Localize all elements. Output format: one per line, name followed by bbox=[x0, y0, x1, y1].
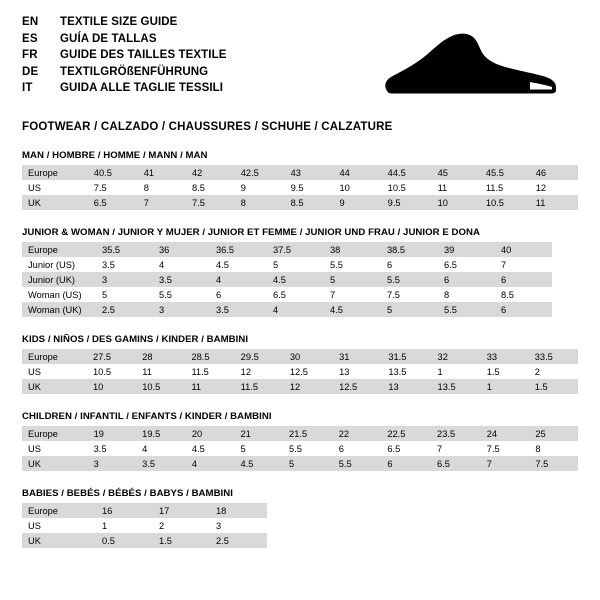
cell: 6 bbox=[381, 257, 438, 272]
language-title-list bbox=[22, 14, 227, 97]
table-row bbox=[22, 272, 552, 287]
cell: 16 bbox=[96, 503, 153, 518]
cell: 8 bbox=[138, 180, 186, 195]
cell: 46 bbox=[530, 165, 578, 180]
row-label: UK bbox=[22, 456, 88, 471]
cell: 19 bbox=[88, 426, 137, 441]
table-row bbox=[22, 180, 578, 195]
cell: 21.5 bbox=[283, 426, 333, 441]
cell: 9.5 bbox=[285, 180, 334, 195]
cell: 43 bbox=[285, 165, 334, 180]
cell: 5 bbox=[96, 287, 153, 302]
cell: 13.5 bbox=[382, 364, 431, 379]
language-title: GUIDE DES TAILLES TEXTILE bbox=[60, 49, 227, 61]
cell: 3.5 bbox=[88, 441, 137, 456]
dress-shoe-icon bbox=[380, 30, 560, 105]
cell: 4.5 bbox=[324, 302, 381, 317]
cell: 3.5 bbox=[210, 302, 267, 317]
cell: 1.5 bbox=[481, 364, 529, 379]
cell: 6 bbox=[210, 287, 267, 302]
cell: 12 bbox=[530, 180, 578, 195]
cell: 12.5 bbox=[284, 364, 333, 379]
language-title: TEXTILE SIZE GUIDE bbox=[60, 16, 178, 28]
group-title: CHILDREN / INFANTIL / ENFANTS / KINDER / BAMBINI bbox=[22, 411, 272, 422]
cell: 3 bbox=[210, 518, 267, 533]
footwear-section-title: FOOTWEAR / CALZADO / CHAUSSURES / SCHUHE / CALZATURE bbox=[22, 121, 393, 133]
cell: 7.5 bbox=[481, 441, 530, 456]
cell: 6 bbox=[495, 272, 552, 287]
cell: 12.5 bbox=[333, 379, 382, 394]
cell: 11 bbox=[185, 379, 234, 394]
language-code: IT bbox=[22, 82, 33, 94]
table-row bbox=[22, 379, 578, 394]
cell: 31.5 bbox=[382, 349, 431, 364]
cell: 5 bbox=[267, 257, 324, 272]
cell: 7 bbox=[481, 456, 530, 471]
cell: 2.5 bbox=[210, 533, 267, 548]
cell: 3 bbox=[153, 302, 210, 317]
cell: 4 bbox=[186, 456, 235, 471]
cell: 6.5 bbox=[267, 287, 324, 302]
cell: 8 bbox=[235, 195, 285, 210]
cell: 9.5 bbox=[382, 195, 432, 210]
group-title: KIDS / NIÑOS / DES GAMINS / KINDER / BAMBINI bbox=[22, 334, 249, 345]
cell: 5 bbox=[381, 302, 438, 317]
cell: 45.5 bbox=[480, 165, 530, 180]
cell: 7.5 bbox=[381, 287, 438, 302]
cell: 4 bbox=[267, 302, 324, 317]
cell: 4.5 bbox=[267, 272, 324, 287]
size-table-man bbox=[22, 165, 578, 210]
table-row bbox=[22, 426, 578, 441]
cell: 5 bbox=[324, 272, 381, 287]
cell: 7.5 bbox=[529, 456, 578, 471]
row-label: Europe bbox=[22, 426, 88, 441]
cell: 30 bbox=[284, 349, 333, 364]
cell: 6 bbox=[438, 272, 495, 287]
cell: 4 bbox=[153, 257, 210, 272]
row-label: Europe bbox=[22, 349, 87, 364]
cell: 3 bbox=[96, 272, 153, 287]
row-label: US bbox=[22, 364, 87, 379]
cell: 5.5 bbox=[324, 257, 381, 272]
size-group-babies bbox=[22, 488, 578, 548]
cell: 4.5 bbox=[234, 456, 283, 471]
cell: 6.5 bbox=[438, 257, 495, 272]
language-code: DE bbox=[22, 65, 39, 78]
table-row bbox=[22, 287, 552, 302]
cell: 5.5 bbox=[333, 456, 382, 471]
cell: 4.5 bbox=[210, 257, 267, 272]
cell: 27.5 bbox=[87, 349, 136, 364]
cell: 3 bbox=[88, 456, 137, 471]
cell: 5.5 bbox=[153, 287, 210, 302]
cell: 5 bbox=[283, 456, 333, 471]
cell: 28 bbox=[136, 349, 185, 364]
size-group-junior-woman bbox=[22, 227, 578, 317]
language-row bbox=[22, 64, 227, 81]
cell: 7 bbox=[431, 441, 481, 456]
cell: 10 bbox=[87, 379, 136, 394]
cell: 11.5 bbox=[185, 364, 234, 379]
cell: 39 bbox=[438, 242, 495, 257]
language-code: ES bbox=[22, 32, 38, 45]
cell: 11 bbox=[432, 180, 480, 195]
cell: 40.5 bbox=[88, 165, 138, 180]
cell: 1.5 bbox=[529, 379, 578, 394]
cell: 33 bbox=[481, 349, 529, 364]
table-row bbox=[22, 533, 267, 548]
table-row bbox=[22, 302, 552, 317]
cell: 10.5 bbox=[87, 364, 136, 379]
cell: 10 bbox=[432, 195, 480, 210]
cell: 10.5 bbox=[136, 379, 185, 394]
group-title: MAN / HOMBRE / HOMME / MANN / MAN bbox=[22, 150, 208, 161]
language-row bbox=[22, 14, 227, 31]
size-group-kids bbox=[22, 334, 578, 394]
cell: 8 bbox=[529, 441, 578, 456]
language-title: GUÍA DE TALLAS bbox=[60, 32, 157, 45]
cell: 36.5 bbox=[210, 242, 267, 257]
cell: 3.5 bbox=[96, 257, 153, 272]
cell: 10.5 bbox=[480, 195, 530, 210]
cell: 7 bbox=[495, 257, 552, 272]
row-label: US bbox=[22, 518, 96, 533]
table-row bbox=[22, 441, 578, 456]
cell: 6 bbox=[381, 456, 431, 471]
page-header bbox=[22, 14, 578, 105]
cell: 5.5 bbox=[381, 272, 438, 287]
size-group-children bbox=[22, 411, 578, 471]
cell: 19.5 bbox=[136, 426, 186, 441]
cell: 7.5 bbox=[88, 180, 138, 195]
language-code: EN bbox=[22, 16, 39, 28]
cell: 10 bbox=[333, 180, 381, 195]
cell: 11 bbox=[136, 364, 185, 379]
size-group-man bbox=[22, 150, 578, 210]
table-row bbox=[22, 165, 578, 180]
cell: 7 bbox=[324, 287, 381, 302]
cell: 7.5 bbox=[186, 195, 235, 210]
row-label: Europe bbox=[22, 242, 96, 257]
cell: 38.5 bbox=[381, 242, 438, 257]
row-label: UK bbox=[22, 533, 96, 548]
cell: 44.5 bbox=[382, 165, 432, 180]
cell: 6 bbox=[333, 441, 382, 456]
cell: 44 bbox=[333, 165, 381, 180]
cell: 31 bbox=[333, 349, 382, 364]
cell: 29.5 bbox=[235, 349, 284, 364]
cell: 13.5 bbox=[432, 379, 481, 394]
cell: 18 bbox=[210, 503, 267, 518]
language-code: FR bbox=[22, 49, 38, 61]
cell: 0.5 bbox=[96, 533, 153, 548]
cell: 4 bbox=[210, 272, 267, 287]
cell: 1 bbox=[432, 364, 481, 379]
cell: 11 bbox=[530, 195, 578, 210]
cell: 38 bbox=[324, 242, 381, 257]
table-row bbox=[22, 349, 578, 364]
cell: 6.5 bbox=[88, 195, 138, 210]
cell: 37.5 bbox=[267, 242, 324, 257]
cell: 2 bbox=[153, 518, 210, 533]
cell: 8.5 bbox=[285, 195, 334, 210]
row-label: US bbox=[22, 441, 88, 456]
row-label: Europe bbox=[22, 503, 96, 518]
cell: 10.5 bbox=[382, 180, 432, 195]
cell: 8.5 bbox=[495, 287, 552, 302]
cell: 9 bbox=[235, 180, 285, 195]
cell: 20 bbox=[186, 426, 235, 441]
size-table-children bbox=[22, 426, 578, 471]
cell: 3.5 bbox=[136, 456, 186, 471]
row-label: UK bbox=[22, 195, 88, 210]
cell: 45 bbox=[432, 165, 480, 180]
cell: 22 bbox=[333, 426, 382, 441]
cell: 3.5 bbox=[153, 272, 210, 287]
cell: 12 bbox=[235, 364, 284, 379]
cell: 35.5 bbox=[96, 242, 153, 257]
table-row bbox=[22, 364, 578, 379]
cell: 21 bbox=[234, 426, 283, 441]
cell: 5 bbox=[234, 441, 283, 456]
cell: 33.5 bbox=[529, 349, 578, 364]
cell: 11.5 bbox=[480, 180, 530, 195]
size-table-kids bbox=[22, 349, 578, 394]
group-title: JUNIOR & WOMAN / JUNIOR Y MUJER / JUNIOR ET FEMME / JUNIOR UND FRAU / JUNIOR E DONA bbox=[22, 227, 480, 238]
cell: 9 bbox=[333, 195, 381, 210]
cell: 25 bbox=[529, 426, 578, 441]
table-row bbox=[22, 195, 578, 210]
cell: 28.5 bbox=[185, 349, 234, 364]
cell: 22.5 bbox=[381, 426, 431, 441]
cell: 5.5 bbox=[438, 302, 495, 317]
row-label: US bbox=[22, 180, 88, 195]
cell: 17 bbox=[153, 503, 210, 518]
size-table-junior-woman bbox=[22, 242, 552, 317]
language-title: GUIDA ALLE TAGLIE TESSILI bbox=[60, 82, 224, 94]
table-row bbox=[22, 456, 578, 471]
cell: 24 bbox=[481, 426, 530, 441]
table-row bbox=[22, 242, 552, 257]
language-title: TEXTILGRÖßENFÜHRUNG bbox=[60, 65, 209, 78]
row-label: Woman (US) bbox=[22, 287, 96, 302]
table-row bbox=[22, 518, 267, 533]
cell: 42.5 bbox=[235, 165, 285, 180]
cell: 41 bbox=[138, 165, 186, 180]
row-label: UK bbox=[22, 379, 87, 394]
cell: 8 bbox=[438, 287, 495, 302]
size-table-babies bbox=[22, 503, 267, 548]
language-row bbox=[22, 47, 227, 64]
cell: 1 bbox=[96, 518, 153, 533]
cell: 23.5 bbox=[431, 426, 481, 441]
cell: 42 bbox=[186, 165, 235, 180]
cell: 11.5 bbox=[235, 379, 284, 394]
cell: 1 bbox=[481, 379, 529, 394]
cell: 5.5 bbox=[283, 441, 333, 456]
cell: 32 bbox=[432, 349, 481, 364]
language-row bbox=[22, 31, 227, 48]
row-label: Junior (US) bbox=[22, 257, 96, 272]
table-row bbox=[22, 257, 552, 272]
cell: 6.5 bbox=[381, 441, 431, 456]
cell: 40 bbox=[495, 242, 552, 257]
cell: 13 bbox=[382, 379, 431, 394]
cell: 4 bbox=[136, 441, 186, 456]
table-row bbox=[22, 503, 267, 518]
cell: 12 bbox=[284, 379, 333, 394]
cell: 4.5 bbox=[186, 441, 235, 456]
language-row bbox=[22, 80, 227, 97]
cell: 1.5 bbox=[153, 533, 210, 548]
cell: 6 bbox=[495, 302, 552, 317]
row-label: Junior (UK) bbox=[22, 272, 96, 287]
cell: 2 bbox=[529, 364, 578, 379]
cell: 8.5 bbox=[186, 180, 235, 195]
cell: 13 bbox=[333, 364, 382, 379]
cell: 6.5 bbox=[431, 456, 481, 471]
cell: 36 bbox=[153, 242, 210, 257]
row-label: Woman (UK) bbox=[22, 302, 96, 317]
cell: 2.5 bbox=[96, 302, 153, 317]
row-label: Europe bbox=[22, 165, 88, 180]
group-title: BABIES / BEBÉS / BÉBÉS / BABYS / BAMBINI bbox=[22, 488, 233, 499]
cell: 7 bbox=[138, 195, 186, 210]
